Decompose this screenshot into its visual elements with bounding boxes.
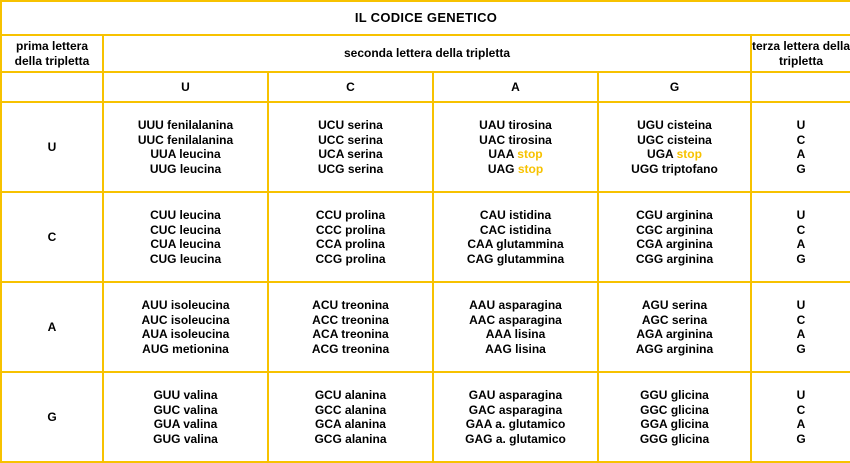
amino-acid: asparagina bbox=[498, 388, 563, 402]
amino-acid: arginina bbox=[665, 327, 713, 341]
amino-acid: serina bbox=[671, 298, 708, 312]
codon-entry bbox=[434, 223, 597, 238]
amino-acid: glicina bbox=[670, 417, 709, 431]
amino-acid: glutammina bbox=[496, 251, 565, 266]
amino-acid: valina bbox=[183, 402, 218, 417]
codon-row-u bbox=[1, 102, 850, 192]
codon-cell bbox=[598, 282, 751, 372]
amino-acid: a. glutamico bbox=[495, 431, 566, 446]
amino-acid: isoleucina bbox=[170, 298, 230, 312]
codon: ACC bbox=[312, 312, 339, 327]
codon-entry bbox=[599, 432, 750, 447]
third-letter: G bbox=[796, 251, 806, 266]
codon: UGU bbox=[637, 118, 664, 132]
codon: GCU bbox=[314, 388, 342, 402]
first-letter: C bbox=[1, 192, 103, 282]
codon: ACU bbox=[312, 298, 339, 312]
third-letter: A bbox=[796, 417, 806, 431]
amino-acid: valina bbox=[183, 388, 218, 402]
codon-entry bbox=[104, 313, 267, 328]
amino-acid: tirosina bbox=[508, 132, 552, 147]
codon-entry bbox=[104, 118, 267, 133]
codon-entry bbox=[269, 342, 432, 357]
codon-entry bbox=[599, 223, 750, 238]
codon: UAA bbox=[488, 147, 514, 161]
codon: CUG bbox=[149, 251, 177, 266]
codon: CCG bbox=[315, 251, 343, 266]
amino-acid: prolina bbox=[344, 237, 385, 251]
amino-acid: serina bbox=[347, 147, 383, 161]
codon-entry bbox=[269, 252, 432, 267]
codon-entry bbox=[599, 327, 750, 342]
amino-acid: treonina bbox=[341, 341, 390, 356]
codon: GAA bbox=[465, 417, 492, 431]
codon: UUC bbox=[137, 132, 164, 147]
codon-entry bbox=[434, 252, 597, 267]
codon-entry bbox=[434, 403, 597, 418]
codon-entry bbox=[104, 342, 267, 357]
codon-cell bbox=[433, 282, 598, 372]
codon-entry bbox=[599, 162, 750, 177]
amino-acid: treonina bbox=[341, 327, 389, 341]
third-letter: A bbox=[796, 237, 806, 251]
codon: GUC bbox=[153, 402, 181, 417]
codon-entry bbox=[104, 223, 267, 238]
table-title: IL CODICE GENETICO bbox=[1, 1, 850, 35]
codon-entry bbox=[434, 417, 597, 432]
codon-entry bbox=[269, 133, 432, 148]
codon-entry bbox=[599, 313, 750, 328]
codon: CUU bbox=[150, 208, 177, 222]
amino-acid: treonina bbox=[341, 312, 389, 327]
codon-cell bbox=[598, 102, 751, 192]
amino-acid: arginina bbox=[666, 222, 713, 237]
amino-acid: valina bbox=[183, 431, 218, 446]
codon: ACA bbox=[312, 327, 338, 341]
codon: CCU bbox=[315, 208, 342, 222]
amino-acid: arginina bbox=[666, 251, 714, 266]
codon-entry bbox=[599, 417, 750, 432]
codon-entry bbox=[104, 388, 267, 403]
codon: UGG bbox=[631, 161, 659, 176]
codon-entry bbox=[599, 237, 750, 252]
amino-acid: cisteina bbox=[667, 132, 712, 147]
codon-entry bbox=[104, 237, 267, 252]
amino-acid: asparagina bbox=[498, 402, 563, 417]
second-letter-g: G bbox=[598, 72, 751, 102]
amino-acid: alanina bbox=[344, 402, 387, 417]
codon-entry bbox=[599, 342, 750, 357]
first-letter: A bbox=[1, 282, 103, 372]
header-first-letter: prima lettera della tripletta bbox=[1, 35, 103, 72]
codon: AUU bbox=[141, 298, 168, 312]
amino-acid: arginina bbox=[665, 237, 713, 251]
amino-acid: alanina bbox=[345, 431, 387, 446]
codon-entry bbox=[434, 133, 597, 148]
codon-cell bbox=[268, 102, 433, 192]
codon: UCA bbox=[318, 147, 344, 161]
amino-acid: metionina bbox=[172, 341, 229, 356]
amino-acid: alanina bbox=[344, 417, 386, 431]
codon-entry bbox=[104, 417, 267, 432]
codon-entry bbox=[104, 327, 267, 342]
codon: CAA bbox=[467, 237, 493, 251]
codon-entry bbox=[104, 208, 267, 223]
third-letter: U bbox=[796, 118, 806, 132]
codon-entry bbox=[434, 147, 597, 162]
codon-entry bbox=[269, 118, 432, 133]
codon: UAG bbox=[487, 161, 515, 176]
codon: GGU bbox=[640, 388, 668, 402]
amino-acid: treonina bbox=[341, 298, 389, 312]
codon-row-a bbox=[1, 282, 850, 372]
codon: CUA bbox=[150, 237, 176, 251]
codon: GAU bbox=[468, 388, 496, 402]
codon-entry bbox=[434, 298, 597, 313]
codon: CGU bbox=[636, 208, 663, 222]
amino-acid: serina bbox=[671, 312, 708, 327]
codon: GCC bbox=[314, 402, 342, 417]
third-letter: G bbox=[796, 341, 806, 356]
codon-entry bbox=[599, 208, 750, 223]
blank-cell bbox=[1, 72, 103, 102]
third-letters bbox=[751, 282, 850, 372]
third-letter: A bbox=[796, 147, 806, 161]
codon: GUU bbox=[153, 388, 181, 402]
codon-entry bbox=[599, 388, 750, 403]
codon: UCU bbox=[318, 118, 345, 132]
codon-entry bbox=[599, 133, 750, 148]
amino-acid: triptofano bbox=[661, 161, 718, 176]
codon: UCC bbox=[318, 132, 345, 147]
amino-acid: glicina bbox=[670, 388, 709, 402]
codon-cell bbox=[268, 192, 433, 282]
second-letter-c: C bbox=[268, 72, 433, 102]
codon-entry bbox=[599, 298, 750, 313]
amino-acid: leucina bbox=[179, 147, 221, 161]
codon-cell bbox=[103, 102, 268, 192]
codon: AAA bbox=[485, 327, 512, 341]
amino-acid: leucina bbox=[179, 251, 222, 266]
codon-entry bbox=[269, 208, 432, 223]
third-letters bbox=[751, 372, 850, 462]
codon-row-c bbox=[1, 192, 850, 282]
codon-entry bbox=[104, 403, 267, 418]
amino-acid: leucina bbox=[179, 161, 222, 176]
third-letter: U bbox=[796, 208, 806, 222]
amino-acid: leucina bbox=[179, 222, 221, 237]
codon: AUA bbox=[141, 327, 168, 341]
amino-acid: glicina bbox=[670, 402, 709, 417]
codon: CCC bbox=[315, 222, 342, 237]
amino-acid: leucina bbox=[179, 237, 221, 251]
codon-entry bbox=[434, 388, 597, 403]
codon: CGG bbox=[635, 251, 664, 266]
codon-entry bbox=[269, 162, 432, 177]
amino-acid: asparagina bbox=[498, 298, 562, 312]
codon: AGU bbox=[641, 298, 669, 312]
codon-cell bbox=[598, 372, 751, 462]
codon-entry bbox=[434, 313, 597, 328]
amino-acid: arginina bbox=[666, 208, 713, 222]
amino-acid: valina bbox=[183, 417, 218, 431]
third-letter: C bbox=[796, 132, 806, 147]
amino-acid: prolina bbox=[345, 222, 386, 237]
codon: GGC bbox=[640, 402, 668, 417]
codon: AUC bbox=[141, 312, 168, 327]
codon-entry bbox=[269, 327, 432, 342]
amino-acid: prolina bbox=[345, 251, 386, 266]
second-letter-u: U bbox=[103, 72, 268, 102]
codon-entry bbox=[104, 432, 267, 447]
codon: UGA bbox=[647, 147, 674, 161]
codon: AAC bbox=[469, 312, 496, 327]
stop-label: stop bbox=[517, 147, 543, 161]
codon-entry bbox=[434, 162, 597, 177]
codon: GCG bbox=[314, 431, 342, 446]
amino-acid: serina bbox=[347, 118, 383, 132]
codon-entry bbox=[104, 147, 267, 162]
amino-acid: leucina bbox=[179, 208, 221, 222]
codon-cell bbox=[103, 192, 268, 282]
third-letter: A bbox=[796, 327, 806, 341]
codon: AUG bbox=[142, 341, 169, 356]
codon-cell bbox=[103, 282, 268, 372]
codon-entry bbox=[434, 237, 597, 252]
third-letter: C bbox=[796, 222, 806, 237]
codon: GCA bbox=[315, 417, 342, 431]
amino-acid: istidina bbox=[509, 222, 552, 237]
codon: AAG bbox=[485, 341, 512, 356]
codon: CCA bbox=[316, 237, 342, 251]
amino-acid: isoleucina bbox=[170, 312, 230, 327]
codon: UAU bbox=[479, 118, 506, 132]
amino-acid: glutammina bbox=[496, 237, 564, 251]
header-second-letter: seconda lettera della tripletta bbox=[103, 35, 751, 72]
codon: GGG bbox=[639, 431, 668, 446]
codon-cell bbox=[103, 372, 268, 462]
codon: AGG bbox=[635, 341, 664, 356]
codon-entry bbox=[104, 162, 267, 177]
codon: UAC bbox=[479, 132, 506, 147]
codon: CAU bbox=[479, 208, 506, 222]
codon-row-g bbox=[1, 372, 850, 462]
codon-cell bbox=[433, 372, 598, 462]
amino-acid: fenilalanina bbox=[167, 118, 234, 132]
codon-entry bbox=[104, 298, 267, 313]
amino-acid: arginina bbox=[666, 341, 714, 356]
stop-label: stop bbox=[676, 147, 702, 161]
second-letter-a: A bbox=[433, 72, 598, 102]
codon-cell bbox=[598, 192, 751, 282]
codon: CGA bbox=[636, 237, 663, 251]
first-letter: G bbox=[1, 372, 103, 462]
amino-acid: lisina bbox=[515, 341, 546, 356]
codon-entry bbox=[599, 403, 750, 418]
codon-entry bbox=[269, 417, 432, 432]
codon: GGA bbox=[640, 417, 668, 431]
amino-acid: asparagina bbox=[498, 312, 562, 327]
third-letters bbox=[751, 192, 850, 282]
codon: CAG bbox=[466, 251, 494, 266]
third-letter: C bbox=[796, 312, 806, 327]
codon: CAC bbox=[479, 222, 506, 237]
amino-acid: isoleucina bbox=[170, 327, 230, 341]
codon-entry bbox=[434, 208, 597, 223]
amino-acid: serina bbox=[347, 132, 383, 147]
codon: ACG bbox=[311, 341, 339, 356]
codon-entry bbox=[269, 432, 432, 447]
codon-entry bbox=[269, 403, 432, 418]
amino-acid: a. glutamico bbox=[495, 417, 566, 431]
third-letter: U bbox=[796, 298, 806, 312]
codon-entry bbox=[269, 147, 432, 162]
codon: UGC bbox=[637, 132, 664, 147]
codon: UUG bbox=[149, 161, 177, 176]
header-third-letter: terza lettera della tripletta bbox=[751, 35, 850, 72]
amino-acid: fenilalanina bbox=[167, 132, 234, 147]
codon-entry bbox=[269, 388, 432, 403]
amino-acid: istidina bbox=[509, 208, 552, 222]
codon-entry bbox=[269, 237, 432, 252]
codon-entry bbox=[599, 147, 750, 162]
codon-entry bbox=[269, 313, 432, 328]
amino-acid: lisina bbox=[514, 327, 546, 341]
codon: CUC bbox=[150, 222, 177, 237]
codon-entry bbox=[269, 223, 432, 238]
codon-cell bbox=[268, 282, 433, 372]
codon: UUA bbox=[150, 147, 176, 161]
codon: GAC bbox=[468, 402, 496, 417]
codon: GUG bbox=[153, 431, 181, 446]
codon: AGC bbox=[641, 312, 669, 327]
codon: GAG bbox=[465, 431, 493, 446]
blank-cell bbox=[751, 72, 850, 102]
codon-entry bbox=[434, 327, 597, 342]
third-letter: G bbox=[796, 161, 806, 176]
codon-cell bbox=[268, 372, 433, 462]
third-letter: U bbox=[796, 388, 806, 402]
stop-label: stop bbox=[517, 161, 544, 176]
third-letter: G bbox=[796, 431, 806, 446]
codon-cell bbox=[433, 102, 598, 192]
codon-entry bbox=[434, 342, 597, 357]
codon-entry bbox=[434, 118, 597, 133]
amino-acid: cisteina bbox=[667, 118, 712, 132]
first-letter: U bbox=[1, 102, 103, 192]
amino-acid: tirosina bbox=[508, 118, 552, 132]
codon-rows bbox=[1, 102, 850, 462]
codon-entry bbox=[599, 118, 750, 133]
codon-entry bbox=[104, 133, 267, 148]
third-letter: C bbox=[796, 402, 806, 417]
codon: AGA bbox=[636, 327, 663, 341]
codon: AAU bbox=[469, 298, 496, 312]
amino-acid: prolina bbox=[345, 208, 386, 222]
codon-entry bbox=[434, 432, 597, 447]
third-letters bbox=[751, 102, 850, 192]
codon-entry bbox=[599, 252, 750, 267]
codon-entry bbox=[269, 298, 432, 313]
amino-acid: serina bbox=[347, 161, 384, 176]
codon: GUA bbox=[153, 417, 180, 431]
amino-acid: glicina bbox=[671, 431, 710, 446]
amino-acid: alanina bbox=[344, 388, 387, 402]
codon-entry bbox=[104, 252, 267, 267]
codon: UUU bbox=[137, 118, 164, 132]
codon: CGC bbox=[636, 222, 663, 237]
codon: UCG bbox=[317, 161, 345, 176]
codon-cell bbox=[433, 192, 598, 282]
